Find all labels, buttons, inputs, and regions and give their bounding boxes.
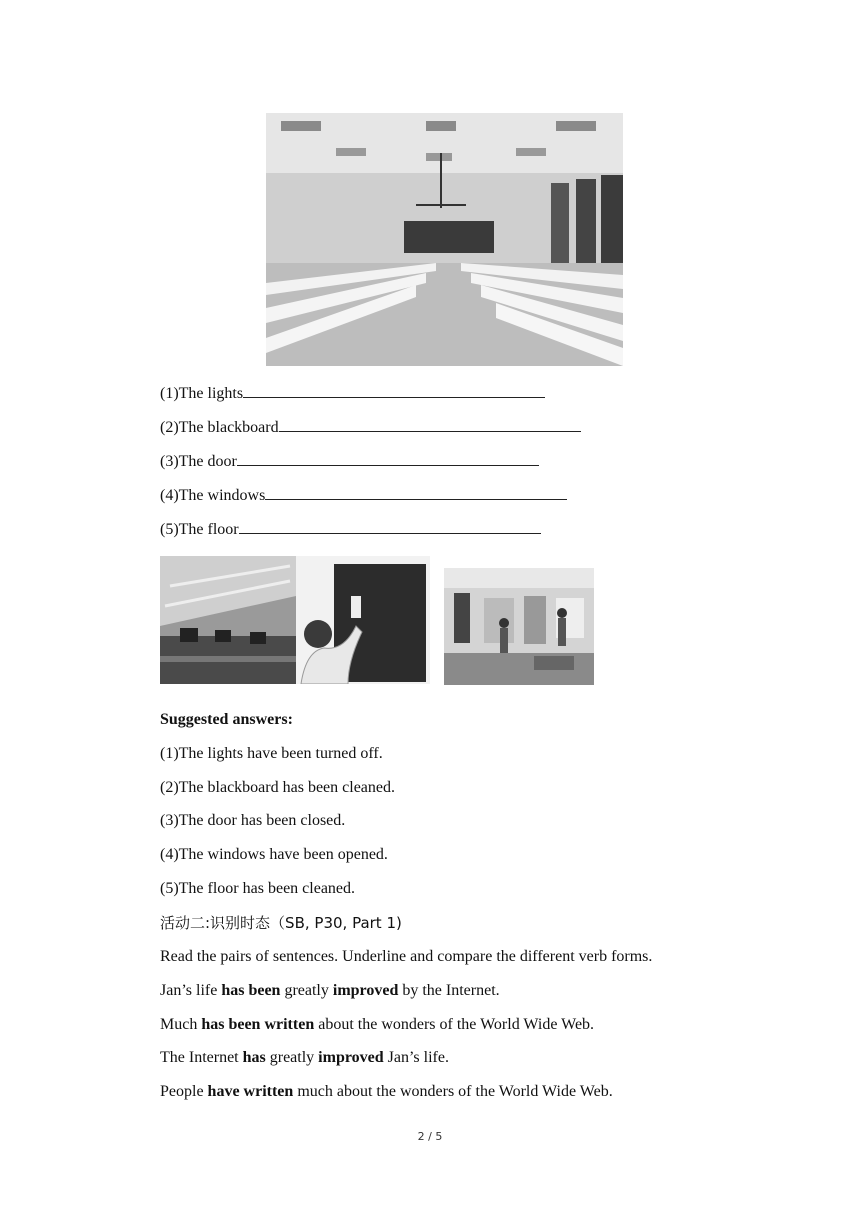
students-opening-windows-photo	[444, 568, 594, 685]
sentence-text: about the wonders of the World Wide Web.	[314, 1016, 595, 1033]
exercise-item-4	[160, 485, 567, 506]
verb-form: improved	[332, 982, 399, 999]
answer-item-4: (4)The windows have been opened.	[160, 846, 388, 863]
sentence-2	[160, 1015, 594, 1035]
sentence-text: greatly	[280, 982, 333, 999]
sentence-3	[160, 1048, 449, 1068]
verb-form: improved	[318, 1049, 384, 1066]
sentence-text: People	[160, 1083, 208, 1100]
page-number: 2 / 5	[417, 1130, 443, 1143]
exercise-text: (2)The blackboard	[160, 419, 279, 436]
exercise-text: (3)The door	[160, 453, 237, 470]
classroom-photo	[266, 113, 623, 366]
sentence-text: Much	[160, 1016, 202, 1033]
answer-blank[interactable]	[237, 451, 539, 466]
exercise-item-1	[160, 383, 545, 404]
verb-form: has	[242, 1049, 266, 1066]
verb-form: has been written	[201, 1016, 315, 1033]
sentence-4	[160, 1082, 613, 1102]
answer-blank[interactable]	[239, 519, 541, 534]
answers-heading: Suggested answers:	[160, 711, 293, 728]
answer-item-2: (2)The blackboard has been cleaned.	[160, 779, 395, 796]
sentence-text: greatly	[265, 1049, 319, 1066]
exercise-text: (4)The windows	[160, 487, 266, 504]
sentence-text: Jan’s life	[160, 982, 222, 999]
exercise-text: (5)The floor	[160, 521, 239, 538]
exercise-item-2	[160, 417, 581, 438]
activity-instruction: Read the pairs of sentences. Underline and compare the different verb forms.	[160, 948, 653, 965]
sentence-text: by the Internet.	[398, 982, 500, 999]
sentence-text: The Internet	[160, 1049, 243, 1066]
answer-item-5: (5)The floor has been cleaned.	[160, 880, 356, 897]
exercise-item-5	[160, 519, 541, 540]
verb-form: has been	[221, 982, 281, 999]
answer-blank[interactable]	[279, 417, 581, 432]
answer-item-1: (1)The lights have been turned off.	[160, 745, 383, 762]
computer-room-lights-photo	[160, 556, 296, 684]
girl-cleaning-blackboard-photo	[296, 556, 430, 684]
sentence-text: much about the wonders of the World Wide Web.	[293, 1083, 613, 1100]
activity-title: 活动二:识别时态（SB, P30, Part 1)	[160, 914, 402, 932]
sentence-text: Jan’s life.	[383, 1049, 449, 1066]
answer-blank[interactable]	[265, 485, 567, 500]
answer-blank[interactable]	[243, 383, 545, 398]
verb-form: have written	[207, 1083, 294, 1100]
exercise-item-3	[160, 451, 539, 472]
exercise-text: (1)The lights	[160, 385, 244, 402]
answer-item-3: (3)The door has been closed.	[160, 812, 346, 829]
sentence-1	[160, 981, 500, 1001]
